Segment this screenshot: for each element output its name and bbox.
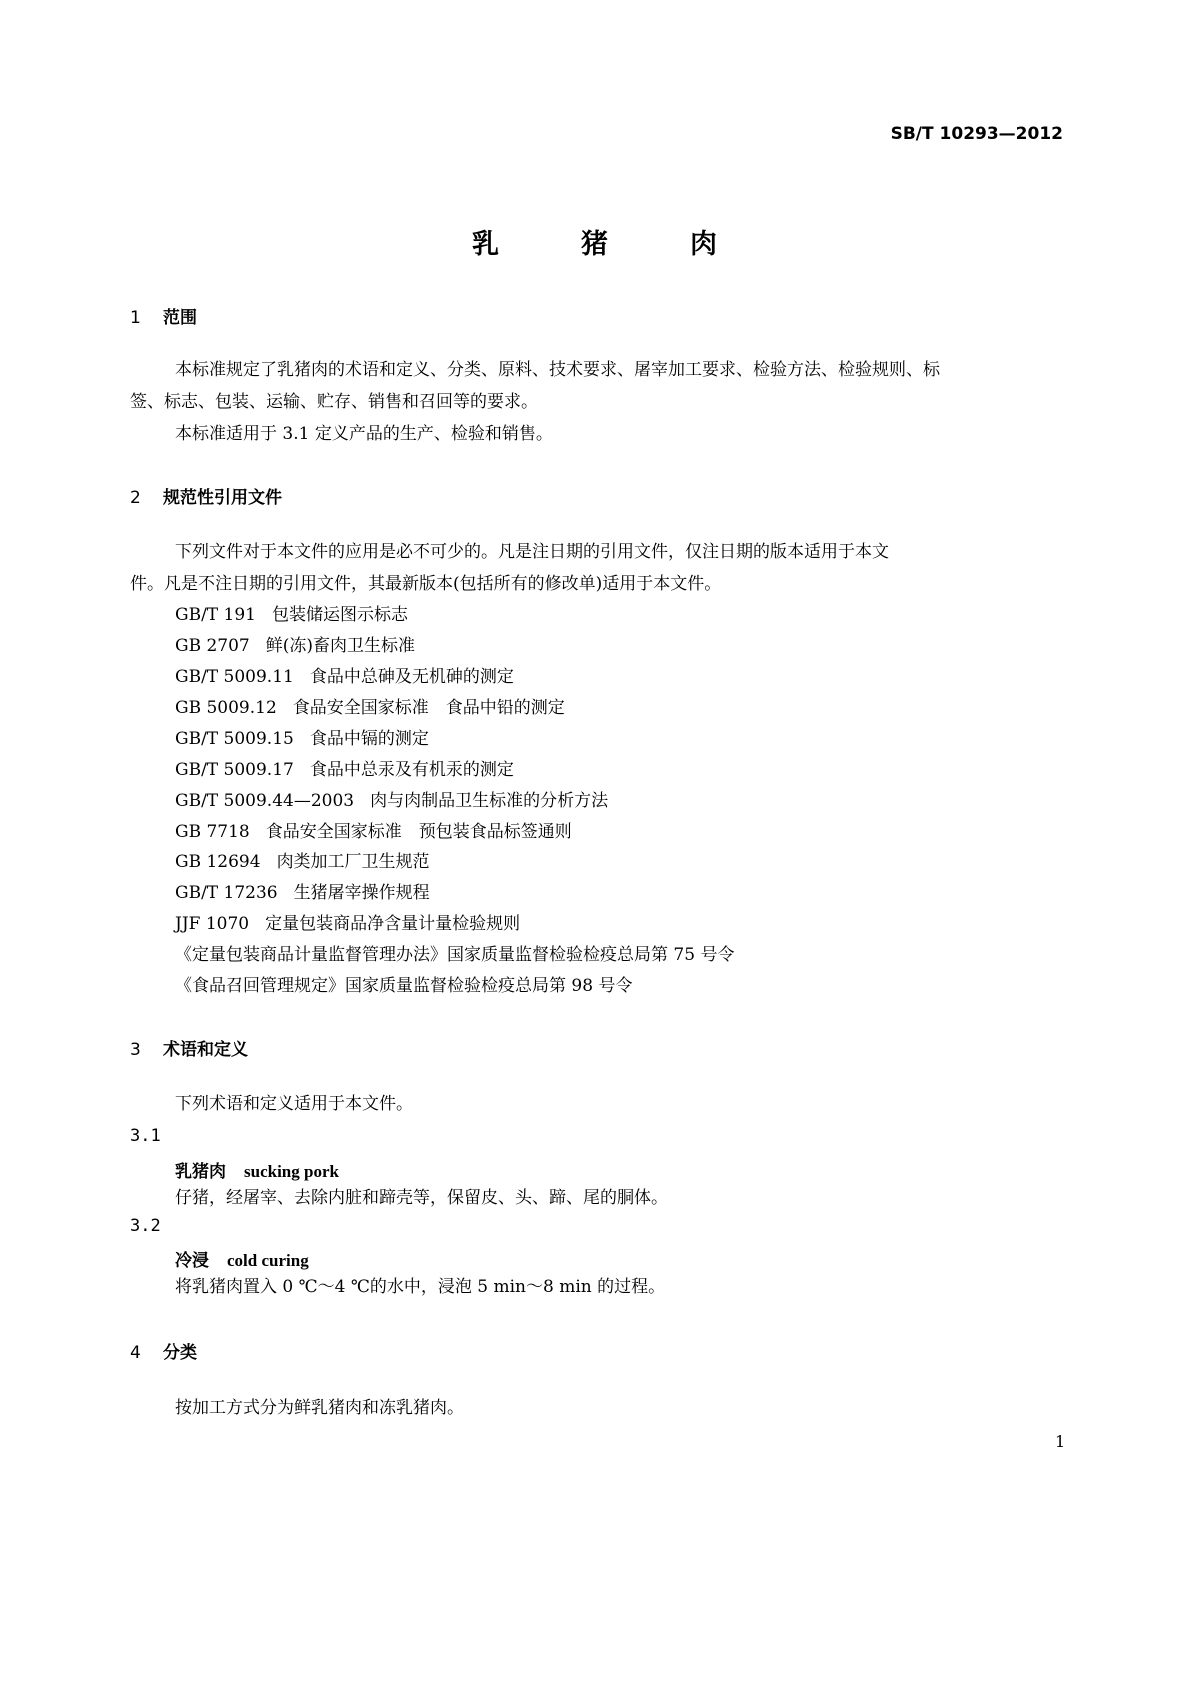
term-zh: 冷浸 [175, 1251, 209, 1271]
reference-title: 食品安全国家标准 食品中铅的测定 [292, 698, 565, 718]
reference-code: JJF 1070 [175, 914, 250, 934]
reference-code: GB/T 5009.11 [175, 667, 294, 687]
clause-number: 3.2 [130, 1216, 161, 1236]
reference-item [175, 908, 520, 941]
reference-code: GB/T 191 [175, 605, 256, 625]
clause-number: 3.1 [130, 1126, 161, 1146]
reference-item [175, 754, 514, 787]
reference-item [175, 723, 429, 756]
reference-item [175, 816, 572, 849]
reference-code: GB 2707 [175, 636, 250, 656]
reference-title: 生猪屠宰操作规程 [293, 883, 430, 903]
reference-title: 食品中总汞及有机汞的测定 [309, 760, 514, 780]
section-heading-scope [130, 303, 197, 328]
reference-item [175, 661, 514, 694]
reference-title: 肉类加工厂卫生规范 [276, 852, 430, 872]
term-en: sucking pork [244, 1162, 339, 1181]
scope-paragraph: 本标准适用于 3.1 定义产品的生产、检验和销售。 [175, 424, 553, 444]
section-heading-normative-references [130, 483, 282, 508]
reference-title: 肉与肉制品卫生标准的分析方法 [370, 791, 609, 811]
section-title: 分类 [163, 1343, 197, 1363]
title-char: 猪 [581, 229, 610, 260]
section-heading-terms [130, 1035, 248, 1060]
term-zh: 乳猪肉 [175, 1162, 226, 1182]
reference-item [175, 846, 430, 879]
section-number: 3 [130, 1040, 141, 1060]
reference-code: GB/T 5009.44—2003 [175, 791, 355, 811]
references-intro-line: 件。凡是不注日期的引用文件，其最新版本(包括所有的修改单)适用于本文件。 [130, 574, 722, 594]
reference-code: GB/T 5009.17 [175, 760, 294, 780]
term-definition: 将乳猪肉置入 0 ℃～4 ℃的水中，浸泡 5 min～8 min 的过程。 [175, 1277, 666, 1297]
section-heading-classification [130, 1338, 197, 1363]
reference-title: 包装储运图示标志 [272, 605, 408, 625]
term-entry [175, 1157, 339, 1182]
page-title [0, 222, 1191, 261]
reference-item [175, 630, 415, 663]
classification-text: 按加工方式分为鲜乳猪肉和冻乳猪肉。 [175, 1398, 464, 1418]
reference-title: 定量包装商品净含量计量检验规则 [265, 914, 521, 934]
section-title: 术语和定义 [163, 1040, 248, 1060]
section-number: 1 [130, 308, 141, 328]
regulation-item: 《食品召回管理规定》国家质量监督检验检疫总局第 98 号令 [175, 976, 633, 996]
term-en: cold curing [227, 1251, 309, 1270]
reference-code: GB 7718 [175, 822, 250, 842]
reference-code: GB/T 5009.15 [175, 729, 294, 749]
document-number: SB/T 10293—2012 [890, 124, 1063, 144]
reference-code: GB 5009.12 [175, 698, 277, 718]
section-number: 2 [130, 488, 141, 508]
reference-code: GB/T 17236 [175, 883, 278, 903]
title-char: 乳 [472, 229, 501, 260]
page-number: 1 [1055, 1432, 1066, 1451]
terms-intro: 下列术语和定义适用于本文件。 [175, 1094, 413, 1114]
reference-item [175, 785, 608, 818]
reference-title: 食品安全国家标准 预包装食品标签通则 [265, 822, 572, 842]
term-entry [175, 1246, 309, 1271]
reference-item [175, 877, 430, 910]
reference-item [175, 599, 408, 632]
references-intro-line: 下列文件对于本文件的应用是必不可少的。凡是注日期的引用文件，仅注日期的版本适用于本文 [175, 542, 889, 562]
term-definition: 仔猪，经屠宰、去除内脏和蹄壳等，保留皮、头、蹄、尾的胴体。 [175, 1188, 668, 1208]
reference-title: 食品中总砷及无机砷的测定 [309, 667, 514, 687]
section-number: 4 [130, 1343, 141, 1363]
reference-code: GB 12694 [175, 852, 261, 872]
section-title: 规范性引用文件 [163, 488, 282, 508]
section-title: 范围 [163, 308, 197, 328]
reference-title: 鲜(冻)畜肉卫生标准 [265, 636, 416, 656]
regulation-item: 《定量包装商品计量监督管理办法》国家质量监督检验检疫总局第 75 号令 [175, 945, 735, 965]
scope-paragraph-line: 签、标志、包装、运输、贮存、销售和召回等的要求。 [130, 392, 538, 412]
reference-item [175, 692, 565, 725]
scope-paragraph-line: 本标准规定了乳猪肉的术语和定义、分类、原料、技术要求、屠宰加工要求、检验方法、检验规则、标 [175, 360, 940, 380]
reference-title: 食品中镉的测定 [309, 729, 429, 749]
title-char: 肉 [690, 229, 719, 260]
